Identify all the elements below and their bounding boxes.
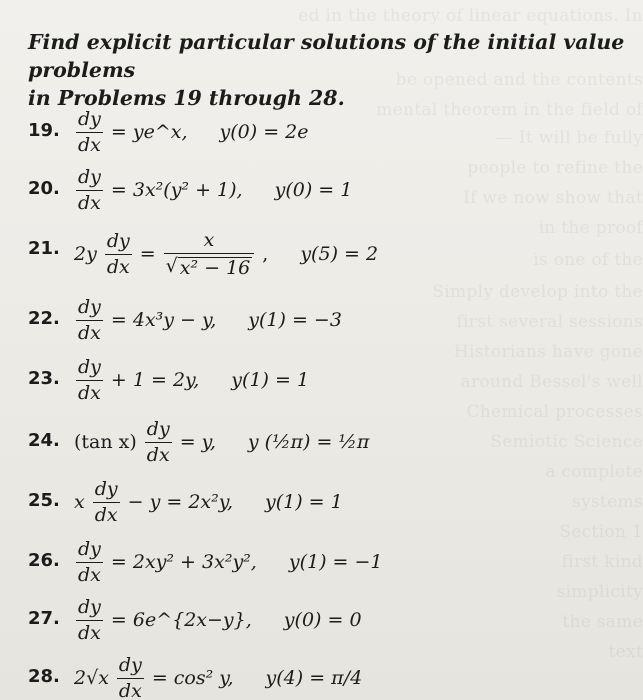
bleed-line: ed in the theory of linear equations. In xyxy=(298,6,643,26)
derivative-denominator: dx xyxy=(78,133,101,156)
derivative-denominator: dx xyxy=(78,563,101,586)
equation-lhs-prefix: x xyxy=(74,491,85,513)
equation xyxy=(74,592,362,648)
equation-rhs: + 1 = 2y, xyxy=(110,369,200,391)
bleed-line: Historians have gone xyxy=(453,342,643,362)
equation xyxy=(74,292,342,348)
derivative xyxy=(76,537,103,586)
radicand: x² − 16 xyxy=(179,256,251,279)
radical-sign-icon: √ xyxy=(165,254,178,277)
problem-number: 28. xyxy=(28,666,60,687)
derivative-numerator: dy xyxy=(78,537,101,560)
equation-rhs: = 3x²(y² + 1), xyxy=(110,179,243,201)
bleed-line: the same xyxy=(562,612,643,632)
derivative-denominator: dx xyxy=(78,191,101,214)
derivative-denominator: dx xyxy=(118,679,142,700)
derivative-denominator: dx xyxy=(78,621,101,644)
derivative-numerator: dy xyxy=(78,107,101,130)
equation xyxy=(74,104,309,160)
initial-condition: y(0) = 1 xyxy=(274,179,353,201)
derivative-numerator: dy xyxy=(78,295,101,318)
bleed-line: in the proof xyxy=(538,218,643,238)
comma: , xyxy=(262,243,269,265)
rhs-fraction xyxy=(164,228,255,279)
equation xyxy=(74,222,378,286)
derivative xyxy=(105,229,132,278)
bleed-line: is one of the xyxy=(533,250,643,270)
bleed-line: Chemical processes xyxy=(466,402,643,422)
problem-number: 23. xyxy=(28,368,60,389)
equation xyxy=(74,352,309,408)
problem-number: 20. xyxy=(28,178,60,199)
equation-rhs: = 6e^{2x−y}, xyxy=(110,609,252,631)
initial-condition: y (½π) = ½π xyxy=(247,431,370,453)
equation xyxy=(74,474,343,530)
initial-condition: y(4) = π/4 xyxy=(265,667,363,689)
equation-lhs-prefix: (tan x) xyxy=(74,431,137,453)
equation xyxy=(74,414,369,470)
derivative xyxy=(76,165,103,214)
bleed-line: systems xyxy=(572,492,643,512)
equation-rhs: = 2xy² + 3x²y², xyxy=(110,551,257,573)
bleed-line: Simply develop into the xyxy=(432,282,643,302)
bleed-line: around Bessel's well xyxy=(460,372,643,392)
bleed-line: mental theorem in the field of xyxy=(376,100,643,120)
equation xyxy=(74,534,383,590)
bleed-line: be opened and the contents xyxy=(395,70,643,90)
equation-rhs: = ye^x, xyxy=(110,121,188,143)
initial-condition: y(1) = 1 xyxy=(265,491,343,513)
initial-condition: y(1) = 1 xyxy=(231,369,310,391)
rhs-numerator: x xyxy=(203,228,215,251)
problem-number: 26. xyxy=(28,550,60,571)
problem-set-header xyxy=(28,28,628,112)
bleed-line: text xyxy=(608,642,643,662)
derivative-numerator: dy xyxy=(78,165,101,188)
equation xyxy=(74,650,362,700)
problem-number: 19. xyxy=(28,120,60,141)
bleed-line: first kind xyxy=(561,552,643,572)
derivative-numerator: dy xyxy=(94,477,118,500)
equals-sign: = xyxy=(139,243,156,265)
derivative-denominator: dx xyxy=(94,503,118,526)
problem-number: 24. xyxy=(28,430,60,451)
equation-rhs: − y = 2x²y, xyxy=(127,491,233,513)
rhs-denominator xyxy=(164,253,255,278)
derivative xyxy=(117,653,144,700)
bleed-line: simplicity xyxy=(556,582,643,602)
derivative-numerator: dy xyxy=(78,595,101,618)
header-line-1: Find explicit particular solutions of the initial value problems xyxy=(28,30,625,82)
equation-rhs: = cos² y, xyxy=(151,667,234,689)
derivative-numerator: dy xyxy=(78,355,101,378)
derivative-numerator: dy xyxy=(118,653,142,676)
bleed-line: Semiotic Science xyxy=(490,432,643,452)
derivative xyxy=(76,295,103,344)
equation-rhs: = y, xyxy=(179,431,216,453)
derivative-denominator: dx xyxy=(78,381,101,404)
bleed-line: — It will be fully xyxy=(495,128,643,148)
problem-number: 25. xyxy=(28,490,60,511)
derivative xyxy=(93,477,120,526)
bleed-line: Section 1 xyxy=(559,522,643,542)
derivative-numerator: dy xyxy=(106,229,130,252)
initial-condition: y(1) = −1 xyxy=(288,551,383,573)
equation-lhs-prefix: 2√x xyxy=(74,667,109,689)
derivative xyxy=(76,107,103,156)
equation xyxy=(74,162,352,218)
bleed-line: first several sessions xyxy=(456,312,643,332)
bleed-line: a complete xyxy=(545,462,643,482)
equation-lhs-prefix: 2y xyxy=(74,243,97,265)
derivative-denominator: dx xyxy=(146,443,170,466)
equation-rhs: = 4x³y − y, xyxy=(110,309,217,331)
square-root xyxy=(165,254,253,279)
bleed-line: people to refine the xyxy=(467,158,643,178)
initial-condition: y(0) = 0 xyxy=(283,609,362,631)
derivative-denominator: dx xyxy=(106,255,130,278)
derivative-numerator: dy xyxy=(146,417,170,440)
derivative-denominator: dx xyxy=(78,321,101,344)
initial-condition: y(1) = −3 xyxy=(248,309,342,331)
derivative xyxy=(76,595,103,644)
initial-condition: y(0) = 2e xyxy=(219,121,309,143)
derivative xyxy=(76,355,103,404)
problem-number: 21. xyxy=(28,238,60,259)
problem-number: 27. xyxy=(28,608,60,629)
derivative xyxy=(145,417,172,466)
initial-condition: y(5) = 2 xyxy=(300,243,379,265)
problem-number: 22. xyxy=(28,308,60,329)
bleed-line: If we now show that xyxy=(463,188,643,208)
header-line-2: in Problems 19 through 28. xyxy=(28,86,345,110)
